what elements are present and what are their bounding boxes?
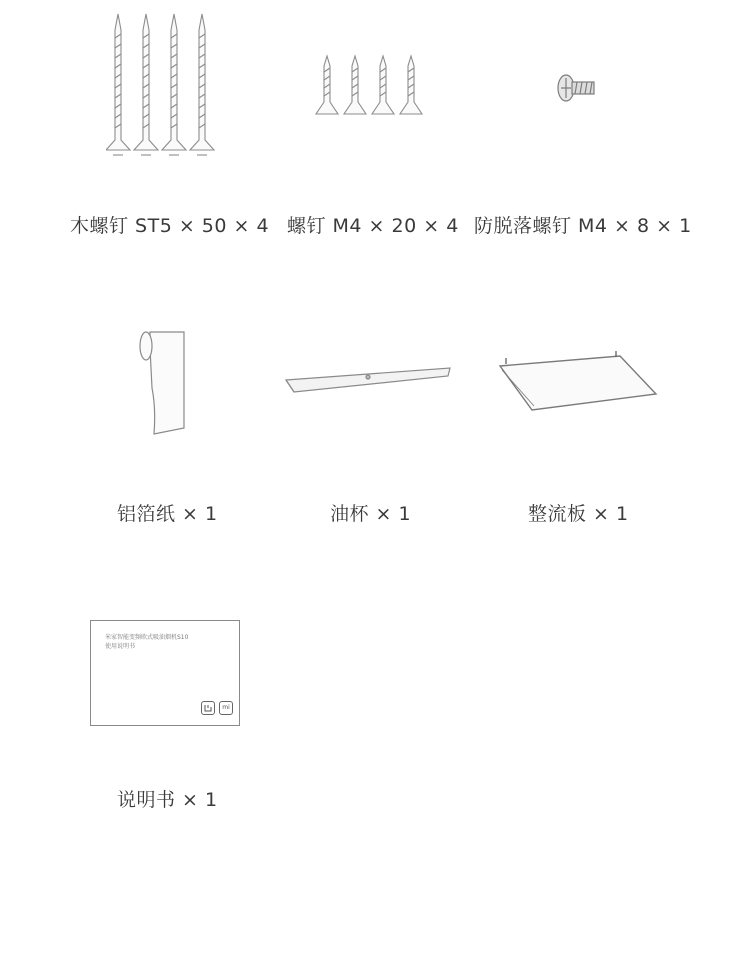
machine-screws-icon bbox=[314, 54, 424, 120]
baffle-plate-icon bbox=[492, 350, 662, 414]
mi-logo-icon: mi bbox=[219, 701, 233, 715]
manual-title-line2: 使用说明书 bbox=[105, 643, 136, 650]
item-label-wood-screws: 木螺钉 ST5 × 50 × 4 bbox=[70, 215, 270, 237]
wood-screws-icon bbox=[106, 10, 226, 162]
item-label-baffle-plate: 整流板 × 1 bbox=[528, 503, 629, 525]
oil-cup-icon bbox=[282, 362, 454, 396]
manual-icon bbox=[90, 620, 240, 726]
item-label-captive-screw: 防脱落螺钉 M4 × 8 × 1 bbox=[474, 215, 692, 237]
mijia-logo-icon bbox=[201, 701, 215, 715]
item-label-machine-screws: 螺钉 M4 × 20 × 4 bbox=[287, 215, 459, 237]
item-label-oil-cup: 油杯 × 1 bbox=[330, 503, 412, 525]
captive-screw-icon bbox=[554, 70, 600, 106]
item-label-manual: 说明书 × 1 bbox=[117, 789, 218, 811]
aluminum-foil-icon bbox=[134, 328, 194, 438]
item-label-aluminum-foil: 铝箔纸 × 1 bbox=[117, 503, 218, 525]
manual-title-line1: 米家智能变频欧式吸油烟机S10 bbox=[105, 634, 189, 641]
manual-cover bbox=[90, 620, 240, 726]
manual-cover-title bbox=[105, 633, 188, 651]
